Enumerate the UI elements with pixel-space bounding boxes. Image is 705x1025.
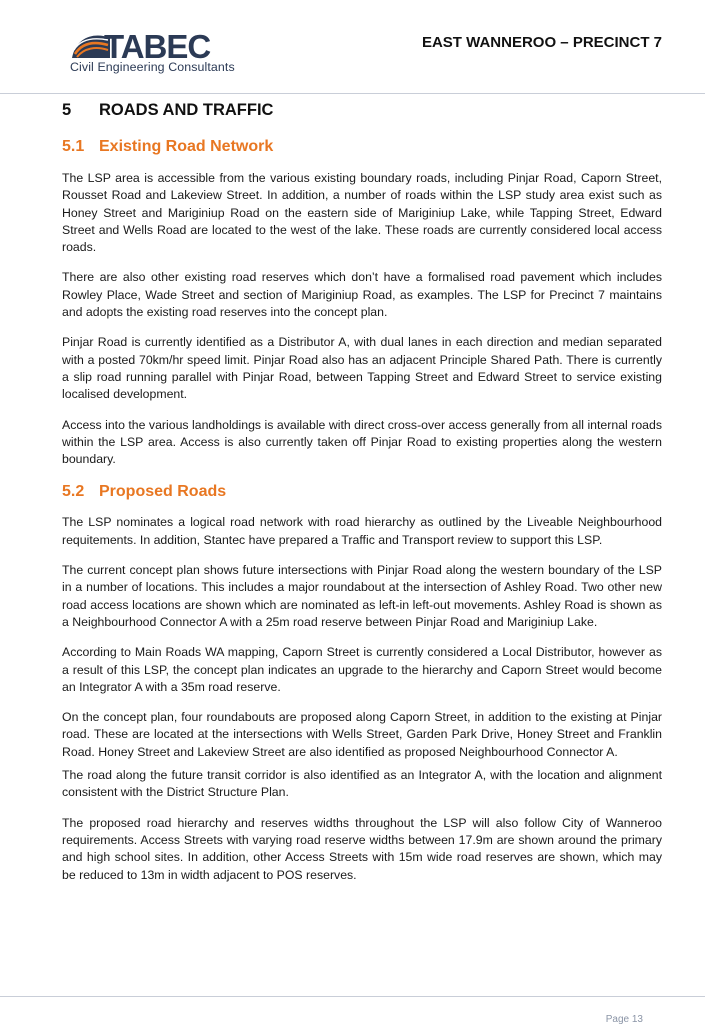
- subsection-heading-existing-roads: [62, 136, 662, 158]
- section-number: 5: [62, 101, 72, 119]
- paragraph: On the concept plan, four roundabouts are proposed along Caporn Street, in addition to the existing at Pinjar road. These are located at the intersections with Wells Street, Garden Park Drive, Honey Street and Franklin Road. Honey Street and Lakeview Street are also identified as proposed Neighbourhood Connector A.: [62, 710, 662, 759]
- section-title: ROADS AND TRAFFIC: [99, 101, 274, 119]
- paragraph: The road along the future transit corridor is also identified as an Integrator A, with the location and alignment consistent with the District Structure Plan.: [62, 768, 662, 800]
- page-content: [62, 99, 662, 884]
- document-title: EAST WANNEROO – PRECINCT 7: [421, 34, 662, 51]
- subsection-title: Existing Road Network: [99, 138, 274, 155]
- tabec-wave-logo-icon: [70, 30, 250, 60]
- paragraph: The proposed road hierarchy and reserves widths throughout the LSP will also follow City of Wanneroo requirements. Access Streets with varying road reserve widths between 17.9m are shown around the primary and high school sites. In addition, other Access Streets with 15m wide road reserves are shown, which may be reduced to 13m in width adjacent to POS reserves.: [62, 815, 662, 882]
- subsection-number: 5.2: [62, 483, 85, 501]
- subsection-number: 5.1: [62, 138, 85, 155]
- svg-text:TABEC: TABEC: [104, 30, 211, 60]
- subsection-heading-proposed-roads: [62, 481, 662, 503]
- paragraph: There are also other existing road reserves which don’t have a formalised road pavement which includes Rowley Place, Wade Street and section of Mariginiup Road, as examples. The LSP for Precinct 7 maintains and adopts the existing road reserves into the concept plan.: [62, 270, 662, 320]
- footer-divider: [0, 996, 705, 997]
- header-divider: [0, 93, 705, 94]
- section-heading: [62, 99, 662, 122]
- paragraph: Access into the various landholdings is available with direct cross-over access generally from all internal roads within the LSP area. Access is also currently taken off Pinjar Road to existing properties along the western boundary.: [62, 417, 662, 467]
- paragraph: The current concept plan shows future intersections with Pinjar Road along the western boundary of the LSP in a number of locations. This includes a major roundabout at the intersection of Ashley Road. Two other new road access locations are shown which are nominated as left-in left-out movements. Ashley Road is shown as a Neighbourhood Connector A with a 25m road reserve between Pinjar Road and Mariginiup Lake.: [62, 563, 662, 629]
- paragraph: Pinjar Road is currently identified as a Distributor A, with dual lanes in each direction and median separated with a posted 70km/hr speed limit. Pinjar Road also has an adjacent Principle Shared Path. There is currently a slip road running parallel with Pinjar Road, between Tapping Street and Edward Street to service existing localised development.: [62, 335, 662, 402]
- logo-subtitle: Civil Engineering Consultants: [70, 60, 235, 74]
- paragraph: According to Main Roads WA mapping, Caporn Street is currently considered a Local Distributor, however as a result of this LSP, the concept plan indicates an upgrade to the hierarchy and Caporn Street would become an Integrator A with a 35m road reserve.: [62, 645, 662, 694]
- paragraph: The LSP area is accessible from the various existing boundary roads, including Pinjar Road, Caporn Street, Rousset Road and Lakeview Street. In addition, a number of roads within the LSP study area exist such as Honey Street and Mariginiup Road on the eastern side of Mariginiup Lake, while Tapping Street, Edward Street and Wells Road are located to the west of the lake. These roads are currently considered local access roads.: [62, 171, 662, 255]
- paragraph: The LSP nominates a logical road network with road hierarchy as outlined by the Liveable Neighbourhood requitements. In addition, Stantec have prepared a Traffic and Transport review to support this LSP.: [62, 515, 662, 547]
- page-header: [0, 0, 705, 94]
- page-number: Page 13: [605, 1014, 643, 1025]
- subsection-title: Proposed Roads: [99, 483, 227, 501]
